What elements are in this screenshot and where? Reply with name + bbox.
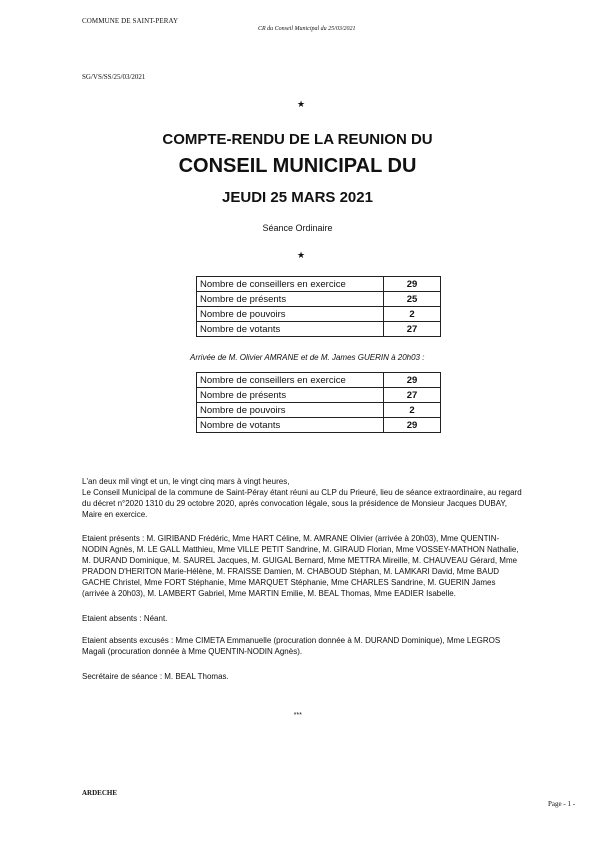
- star-icon: ★: [297, 250, 306, 260]
- intro-paragraph: [82, 476, 522, 520]
- commune-header: COMMUNE DE SAINT-PERAY: [82, 17, 179, 25]
- table-value: 29: [384, 418, 441, 433]
- table-value: 27: [384, 322, 441, 337]
- table-row: [197, 322, 441, 337]
- table-label: Nombre de pouvoirs: [197, 403, 384, 418]
- session-type: Séance Ordinaire: [262, 223, 333, 233]
- document-reference: CR du Conseil Municipal du 25/03/2021: [258, 26, 356, 32]
- footer-department: ARDECHE: [82, 789, 118, 797]
- table-value: 2: [384, 307, 441, 322]
- table-row: [197, 403, 441, 418]
- table-label: Nombre de votants: [197, 322, 384, 337]
- attendance-table-initial: [196, 276, 441, 337]
- table-value: 2: [384, 403, 441, 418]
- absent-text: Etaient absents : Néant.: [82, 614, 168, 623]
- table-label: Nombre de conseillers en exercice: [197, 277, 384, 292]
- title-line-2: CONSEIL MUNICIPAL DU: [178, 155, 417, 177]
- table-label: Nombre de conseillers en exercice: [197, 373, 384, 388]
- excused-text: Etaient absents excusés : Mme CIMETA Emmanuelle (procuration donnée à M. DURAND Dominique), Mme LEGROS Magali (procuration donnée à Mme QUENTIN-NODIN Agnès).: [82, 636, 501, 656]
- table-label: Nombre de présents: [197, 388, 384, 403]
- table-value: 27: [384, 388, 441, 403]
- excused-list: [82, 635, 522, 657]
- table-row: [197, 292, 441, 307]
- arrival-note: Arrivée de M. Olivier AMRANE et de M. James GUERIN à 20h03 :: [190, 353, 425, 362]
- intro-line: L'an deux mil vingt et un, le vingt cinq mars à vingt heures,: [82, 477, 290, 486]
- title-date: JEUDI 25 MARS 2021: [222, 189, 373, 206]
- table-value: 29: [384, 277, 441, 292]
- table-row: [197, 418, 441, 433]
- intro-line: Le Conseil Municipal de la commune de Saint-Péray étant réuni au CLP du Prieuré, lieu de séance extraordinaire, au regard du décret n°2020 1310 du 29 octobre 2020, après convocation légale, sous la présidence de Monsieur Jacques DUBAY, Maire en exercice.: [82, 488, 522, 519]
- table-value: 25: [384, 292, 441, 307]
- table-label: Nombre de présents: [197, 292, 384, 307]
- table-label: Nombre de votants: [197, 418, 384, 433]
- table-row: [197, 388, 441, 403]
- page-number: Page - 1 -: [548, 800, 576, 808]
- absent-list: [82, 613, 522, 624]
- present-list: [82, 533, 522, 599]
- secretary-text: Secrétaire de séance : M. BEAL Thomas.: [82, 672, 229, 681]
- attendance-table-updated: [196, 372, 441, 433]
- table-row: [197, 277, 441, 292]
- secretary-line: [82, 671, 522, 682]
- table-label: Nombre de pouvoirs: [197, 307, 384, 322]
- present-text: Etaient présents : M. GIRIBAND Frédéric, Mme HART Céline, M. AMRANE Olivier (arrivée à 20h03), Mme QUENTIN-NODIN Agnès, M. LE GALL Matthieu, Mme VILLE PETIT Sandrine, M. GIRAUD Florian, Mme VOSSEY-MATHON Nathalie, M. DURAND Dominique, M. SAUREL Jacques, M. GUIGAL Bernard, Mme METTRA Mireille, M. CHAUVEAU Gérard, Mme PRADON D'HERITON Marie-Hélène, M. FRAISSE Damien, M. CHABOUD Stéphan, M. LAMKARI David, Mme BAUD GACHE Christel, Mme FORT Stéphanie, Mme MARQUET Stéphanie, Mme CHARLES Sandrine, M. GUERIN James (arrivée à 20h03), M. LAMBERT Gabriel, Mme MARTIN Emilie, M. BEAL Thomas, Mme EADIER Isabelle.: [82, 534, 519, 598]
- reference-code: SG/VS/SS/25/03/2021: [82, 73, 146, 81]
- table-row: [197, 307, 441, 322]
- table-row: [197, 373, 441, 388]
- star-icon: ★: [297, 99, 306, 109]
- separator: ***: [293, 712, 302, 719]
- title-line-1: COMPTE-RENDU DE LA REUNION DU: [162, 131, 433, 148]
- table-value: 29: [384, 373, 441, 388]
